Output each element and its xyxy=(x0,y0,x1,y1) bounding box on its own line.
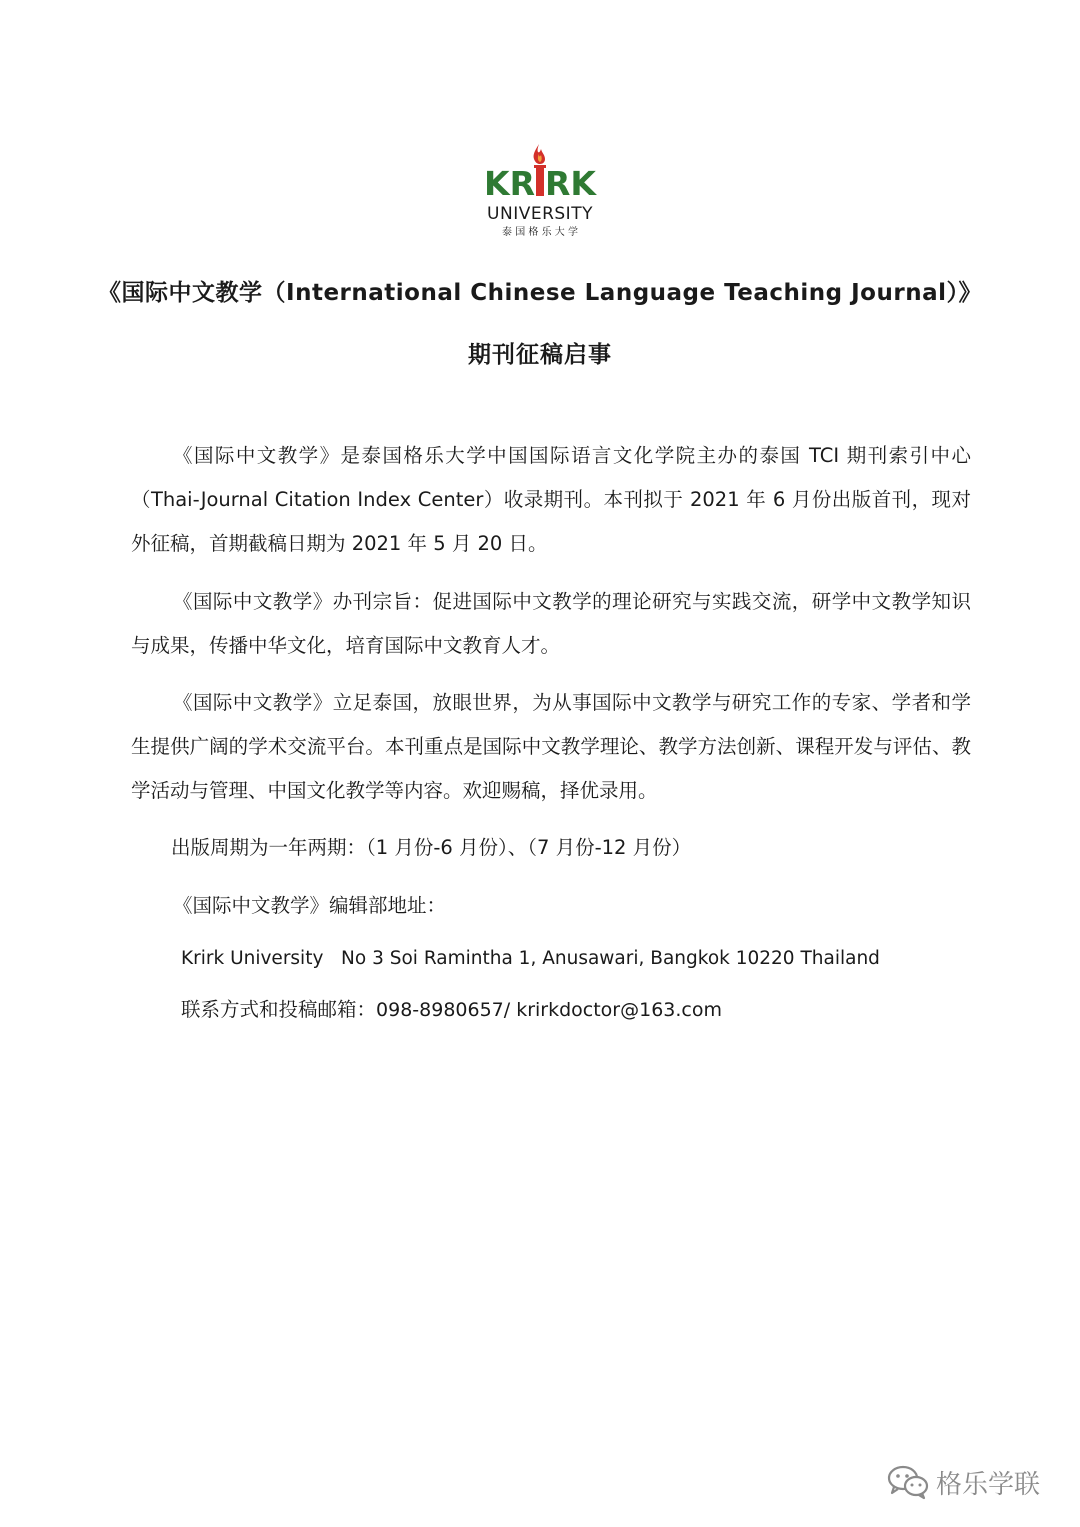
logo-name-right: RK xyxy=(545,164,596,203)
paragraph-introduction: 《国际中文教学》是泰国格乐大学中国国际语言文化学院主办的泰国 TCI 期刊索引中心（Thai-Journal Citation Index Center）收录期刊。本刊拟于 2021 年 6 月份出版首刊，现对外征稿，首期截稿日期为 2021 年 5 月 20 日。 xyxy=(131,444,971,555)
contact-phone-email[interactable]: 098-8980657/ krirkdoctor@163.com xyxy=(376,999,723,1021)
krirk-university-logo xyxy=(480,140,600,240)
logo-chinese-name: 泰 国 格 乐 大 学 xyxy=(502,227,578,238)
journal-title: 《国际中文教学（International Chinese Language Teaching Journal）》 xyxy=(98,280,982,306)
paragraph-scope: 《国际中文教学》立足泰国，放眼世界，为从事国际中文教学与研究工作的专家、学者和学生提供广阔的学术交流平台。本刊重点是国际中文教学理论、教学方法创新、课程开发与评估、教学活动与管理、中国文化教学等内容。欢迎赐稿，择优录用。 xyxy=(131,691,971,802)
wechat-icon xyxy=(886,1464,930,1500)
paragraph-purpose: 《国际中文教学》办刊宗旨：促进国际中文教学的理论研究与实践交流，研学中文教学知识与成果，传播中华文化，培育国际中文教育人才。 xyxy=(131,590,971,657)
wechat-watermark xyxy=(886,1462,1040,1502)
logo-university: UNIVERSITY xyxy=(487,204,593,224)
contact-line xyxy=(181,988,722,1032)
notice-subtitle: 期刊征稿启事 xyxy=(468,342,612,368)
watermark-text: 格乐学联 xyxy=(936,1469,1041,1500)
torch-stem xyxy=(536,166,544,196)
address-label: 《国际中文教学》编辑部地址： xyxy=(173,894,447,917)
contact-label: 联系方式和投稿邮箱： xyxy=(181,998,377,1021)
publication-cycle: 出版周期为一年两期：（1 月份-6 月份）、（7 月份-12 月份） xyxy=(171,836,692,859)
logo-name-left: KR xyxy=(484,164,535,203)
editorial-address: Krirk University No 3 Soi Ramintha 1, Anusawari, Bangkok 10220 Thailand xyxy=(181,948,880,969)
